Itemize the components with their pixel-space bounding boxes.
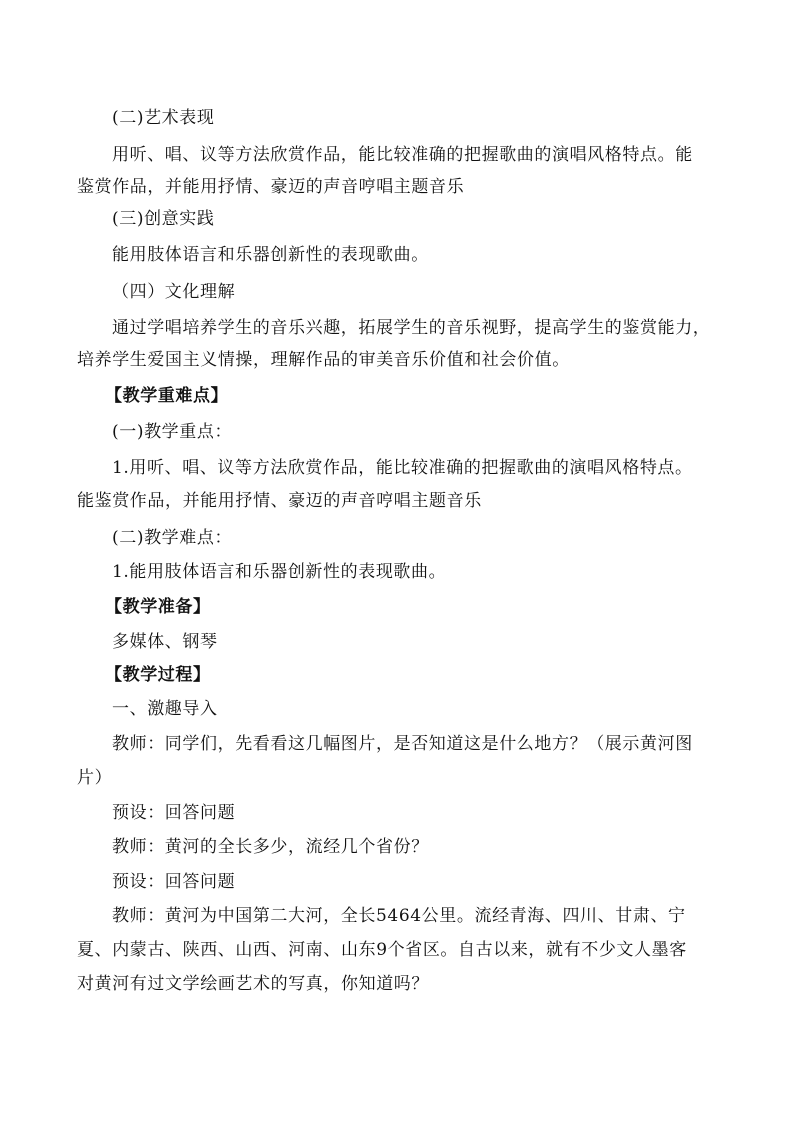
paragraph-line: 培养学生爱国主义情操，理解作品的审美音乐价值和社会价值。 xyxy=(77,350,570,370)
paragraph-line: 教师：同学们，先看看这几幅图片，是否知道这是什么地方？（展示黄河图 xyxy=(112,734,693,754)
section-heading: 【教学过程】 xyxy=(105,665,211,685)
section-subheading: (三)创意实践 xyxy=(112,209,215,229)
section-heading: 【教学准备】 xyxy=(105,597,211,617)
paragraph-line: 夏、内蒙古、陕西、山西、河南、山东9个省区。自古以来，就有不少文人墨客 xyxy=(77,940,687,960)
paragraph-line: 教师：黄河为中国第二大河，全长5464公里。流经青海、四川、甘肃、宁 xyxy=(112,906,686,926)
section-subheading: 一、激趣导入 xyxy=(112,699,218,719)
section-heading: 【教学重难点】 xyxy=(105,386,229,406)
paragraph-line: 能用肢体语言和乐器创新性的表现歌曲。 xyxy=(112,245,429,265)
paragraph-line: 片） xyxy=(77,768,113,788)
paragraph-line: 通过学唱培养学生的音乐兴趣，拓展学生的音乐视野，提高学生的鉴赏能力， xyxy=(112,318,711,338)
paragraph-line: 多媒体、钢琴 xyxy=(112,632,218,652)
paragraph-line: 教师：黄河的全长多少，流经几个省份？ xyxy=(112,837,429,857)
paragraph-line: 鉴赏作品，并能用抒情、豪迈的声音哼唱主题音乐 xyxy=(77,177,465,197)
paragraph-line: 能鉴赏作品，并能用抒情、豪迈的声音哼唱主题音乐 xyxy=(77,491,482,511)
paragraph-line: 预设：回答问题 xyxy=(112,872,236,892)
paragraph-line: 1.用听、唱、议等方法欣赏作品，能比较准确的把握歌曲的演唱风格特点。 xyxy=(112,458,693,478)
section-subheading: (一)教学重点： xyxy=(112,422,233,442)
section-subheading: (二)艺术表现 xyxy=(112,108,215,128)
paragraph-line: 预设：回答问题 xyxy=(112,803,236,823)
section-subheading: （四）文化理解 xyxy=(112,282,236,302)
paragraph-line: 对黄河有过文学绘画艺术的写真，你知道吗？ xyxy=(77,974,429,994)
paragraph-line: 1.能用肢体语言和乐器创新性的表现歌曲。 xyxy=(112,562,447,582)
paragraph-line: 用听、唱、议等方法欣赏作品，能比较准确的把握歌曲的演唱风格特点。能 xyxy=(112,145,693,165)
section-subheading: (二)教学难点： xyxy=(112,528,233,548)
